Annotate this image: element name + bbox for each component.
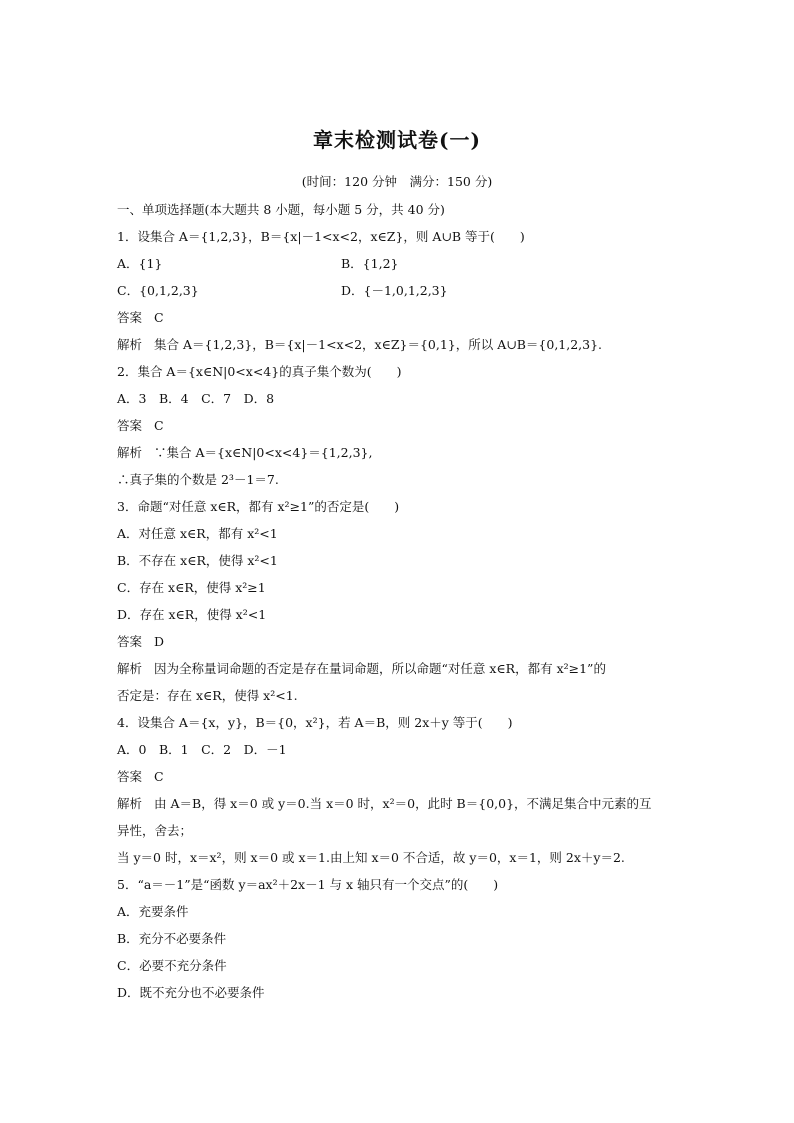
q3-option-a: A．对任意 x∈R，都有 x²<1 [117,526,278,541]
q4-analysis-text: 由 A＝B，得 x＝0 或 y＝0.当 x＝0 时，x²＝0，此时 B＝{0,0}，不满足集合中元素的互 [154,796,652,811]
q4-analysis-cont2: 当 y＝0 时，x＝x²，则 x＝0 或 x＝1.由上知 x＝0 不合适，故 y＝0，x＝1，则 2x＋y＝2. [117,850,625,865]
q1-option-a: A．{1} [117,256,163,271]
q4-answer-value: C [154,769,164,784]
answer-label: 答案 [117,634,143,649]
q2-answer [117,418,687,434]
q2-stem: 2．集合 A＝{x∈N|0<x<4}的真子集个数为( ) [117,364,402,379]
answer-label: 答案 [117,310,143,325]
q3-option-d: D．存在 x∈R，使得 x²<1 [117,607,267,622]
q3-analysis-text: 因为全称量词命题的否定是存在量词命题，所以命题“对任意 x∈R，都有 x²≥1”的 [154,661,606,676]
q5-option-a: A．充要条件 [117,904,189,919]
q3-stem: 3．命题“对任意 x∈R，都有 x²≥1”的否定是( ) [117,499,400,514]
q2-answer-value: C [154,418,164,433]
q5-stem: 5．“a＝－1”是“函数 y＝ax²＋2x－1 与 x 轴只有一个交点”的( ) [117,877,499,892]
q1-option-b: B．{1,2} [341,256,399,271]
answer-label: 答案 [117,769,143,784]
analysis-label: 解析 [117,661,143,676]
page-title: 章末检测试卷(一) [313,128,481,152]
q5-option-d: D．既不充分也不必要条件 [117,985,265,1000]
q3-option-c: C．存在 x∈R，使得 x²≥1 [117,580,266,595]
q1-answer-value: C [154,310,164,325]
answer-label: 答案 [117,418,143,433]
q4-stem: 4．设集合 A＝{x，y}，B＝{0，x²}，若 A＝B，则 2x＋y 等于( ) [117,715,513,730]
q3-answer-value: D [154,634,165,649]
q4-analysis-cont: 异性，舍去； [117,823,193,838]
q3-analysis-cont: 否定是：存在 x∈R，使得 x²<1. [117,688,298,703]
q1-stem: 1．设集合 A＝{1,2,3}，B＝{x|－1<x<2，x∈Z}，则 A∪B 等于( ) [117,229,525,244]
q1-analysis [117,337,687,353]
q4-analysis [117,796,687,812]
q3-answer [117,634,687,650]
analysis-label: 解析 [117,796,143,811]
analysis-label: 解析 [117,445,143,460]
q2-options: A．3 B．4 C．7 D．8 [117,391,275,406]
q1-option-d: D．{－1,0,1,2,3} [341,283,448,298]
q3-option-b: B．不存在 x∈R，使得 x²<1 [117,553,278,568]
exam-info: (时间：120 分钟 满分：150 分) [301,174,493,189]
q5-option-b: B．充分不必要条件 [117,931,227,946]
q4-options: A．0 B．1 C．2 D．－1 [117,742,287,757]
analysis-label: 解析 [117,337,143,352]
q5-option-c: C．必要不充分条件 [117,958,227,973]
q2-analysis [117,445,687,461]
q2-analysis-text: ∵集合 A＝{x∈N|0<x<4}＝{1,2,3}, [154,445,373,460]
q1-answer [117,310,687,326]
q4-answer [117,769,687,785]
q1-option-c: C．{0,1,2,3} [117,283,199,298]
q2-analysis-cont: ∴真子集的个数是 2³－1＝7. [117,472,279,487]
q3-analysis [117,661,687,677]
section-heading: 一、单项选择题(本大题共 8 小题，每小题 5 分，共 40 分) [117,202,445,217]
q1-analysis-text: 集合 A＝{1,2,3}，B＝{x|－1<x<2，x∈Z}＝{0,1}，所以 A∪B＝{0,1,2,3}. [154,337,603,352]
